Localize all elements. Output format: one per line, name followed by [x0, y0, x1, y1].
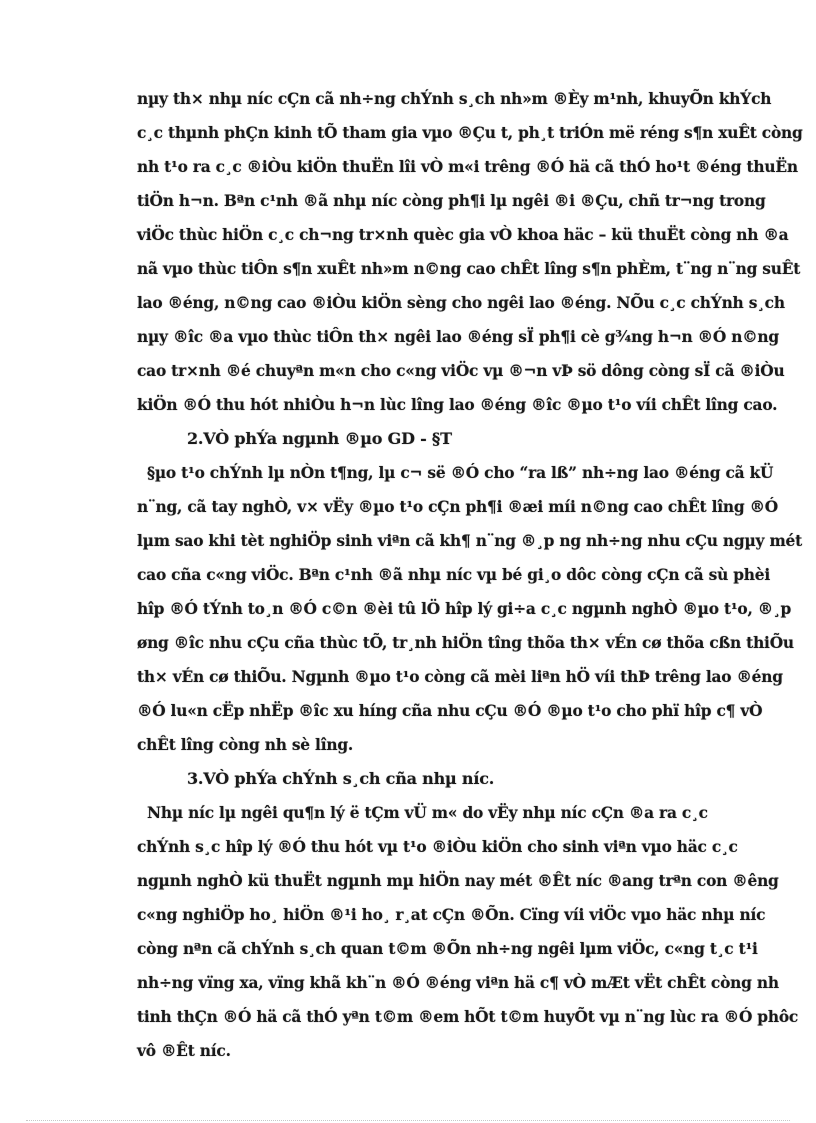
text-line: chÝnh s¸c hîp lý ®Ó thu hót vµ t¹o ®iÒu kiÖn cho sinh viªn vµo häc c¸c — [137, 838, 738, 856]
paragraph-policy — [137, 796, 799, 1068]
text-line: ®Ó lu«n cËp nhËp ®îc xu híng cña nhu cÇu ®Ó ®µo t¹o cho phï hîp c¶ vÒ — [137, 702, 763, 720]
text-line: c«ng nghiÖp ho¸ hiÖn ®¹i ho¸ r¸at cÇn ®Õn. Cïng víi viÖc vµo häc nhµ níc — [137, 906, 766, 924]
body-text — [137, 82, 803, 1068]
section-heading-2: 2.VÒ phÝa ngµnh ®µo GD - §T — [187, 429, 452, 448]
section-heading-3: 3.VÒ phÝa chÝnh s¸ch cña nhµ níc. — [187, 769, 495, 788]
text-line: nh t¹o ra c¸c ®iÒu kiÖn thuËn lîi vÒ m«i trêng ®Ó hä cã thÓ ho¹t ®éng thuËn — [137, 158, 798, 176]
text-line: øng ®îc nhu cÇu cña thùc tÕ, tr¸nh hiÖn tîng thõa th× vÉn cø thõa cßn thiÕu — [137, 634, 794, 652]
text-line: kiÖn ®Ó thu hót nhiÒu h¬n lùc lîng lao ®éng ®îc ®µo t¹o víi chÊt lîng cao. — [137, 396, 778, 414]
text-line: cao tr×nh ®é chuyªn m«n cho c«ng viÖc vµ ®¬n vÞ sö dông còng sÏ cã ®iÒu — [137, 362, 785, 380]
text-line: còng nªn cã chÝnh s¸ch quan t©m ®Õn nh÷ng ngêi lµm viÖc, c«ng t¸c t¹i — [137, 940, 758, 958]
text-line: chÊt lîng còng nh sè lîng. — [137, 736, 354, 754]
paragraph-education — [137, 456, 803, 762]
text-line: n¨ng, cã tay nghÒ, v× vËy ®µo t¹o cÇn ph¶i ®æi míi n©ng cao chÊt lîng ®Ó — [137, 498, 778, 516]
paragraph-intro — [137, 82, 803, 422]
text-line: tinh thÇn ®Ó hä cã thÓ yªn t©m ®em hÕt t©m huyÕt vµ n¨ng lùc ra ®Ó phôc — [137, 1008, 799, 1026]
text-line: nµy th× nhµ níc cÇn cã nh÷ng chÝnh s¸ch nh»m ®Èy m¹nh, khuyÕn khÝch — [137, 90, 772, 108]
text-line: vô ®Êt níc. — [137, 1042, 231, 1060]
text-line: §µo t¹o chÝnh lµ nÒn t¶ng, lµ c¬ së ®Ó cho “ra lß” nh÷ng lao ®éng cã kÜ — [147, 464, 774, 482]
text-line: viÖc thùc hiÖn c¸c ch¬ng tr×nh quèc gia vÒ khoa häc – kü thuËt còng nh ®a — [137, 226, 789, 244]
text-line: ngµnh nghÒ kü thuËt ngµnh mµ hiÖn nay mét ®Êt níc ®ang trªn con ®êng — [137, 872, 779, 890]
text-line: tiÖn h¬n. Bªn c¹nh ®ã nhµ níc còng ph¶i lµ ngêi ®i ®Çu, chñ tr¬ng trong — [137, 192, 766, 210]
text-line: th× vÉn cø thiÕu. Ngµnh ®µo t¹o còng cã mèi liªn hÖ víi thÞ trêng lao ®éng — [137, 668, 783, 686]
text-line: lao ®éng, n©ng cao ®iÒu kiÖn sèng cho ngêi lao ®éng. NÕu c¸c chÝnh s¸ch — [137, 294, 785, 312]
text-line: nµy ®îc ®a vµo thùc tiÔn th× ngêi lao ®éng sÏ ph¶i cè g¾ng h¬n ®Ó n©ng — [137, 328, 779, 346]
text-line: nã vµo thùc tiÔn s¶n xuÊt nh»m n©ng cao chÊt lîng s¶n phÈm, t¨ng n¨ng suÊt — [137, 260, 801, 278]
page-bottom-rule — [26, 1120, 790, 1121]
text-line: cao cña c«ng viÖc. Bªn c¹nh ®ã nhµ níc vµ bé gi¸o dôc còng cÇn cã sù phèi — [137, 566, 771, 584]
text-line: Nhµ níc lµ ngêi qu¶n lý ë tÇm vÜ m« do vËy nhµ níc cÇn ®a ra c¸c — [147, 804, 708, 822]
text-line: lµm sao khi tèt nghiÖp sinh viªn cã kh¶ n¨ng ®¸p ng nh÷ng nhu cÇu ngµy mét — [137, 532, 803, 550]
text-line: c¸c thµnh phÇn kinh tÕ tham gia vµo ®Çu t, ph¸t triÓn më réng s¶n xuÊt còng — [137, 124, 803, 142]
text-line: hîp ®Ó tÝnh to¸n ®Ó c©n ®èi tû lÖ hîp lý gi÷a c¸c ngµnh nghÒ ®µo t¹o, ®¸p — [137, 600, 792, 618]
text-line: nh÷ng vïng xa, vïng khã kh¨n ®Ó ®éng viªn hä c¶ vÒ mÆt vËt chÊt còng nh — [137, 974, 779, 992]
